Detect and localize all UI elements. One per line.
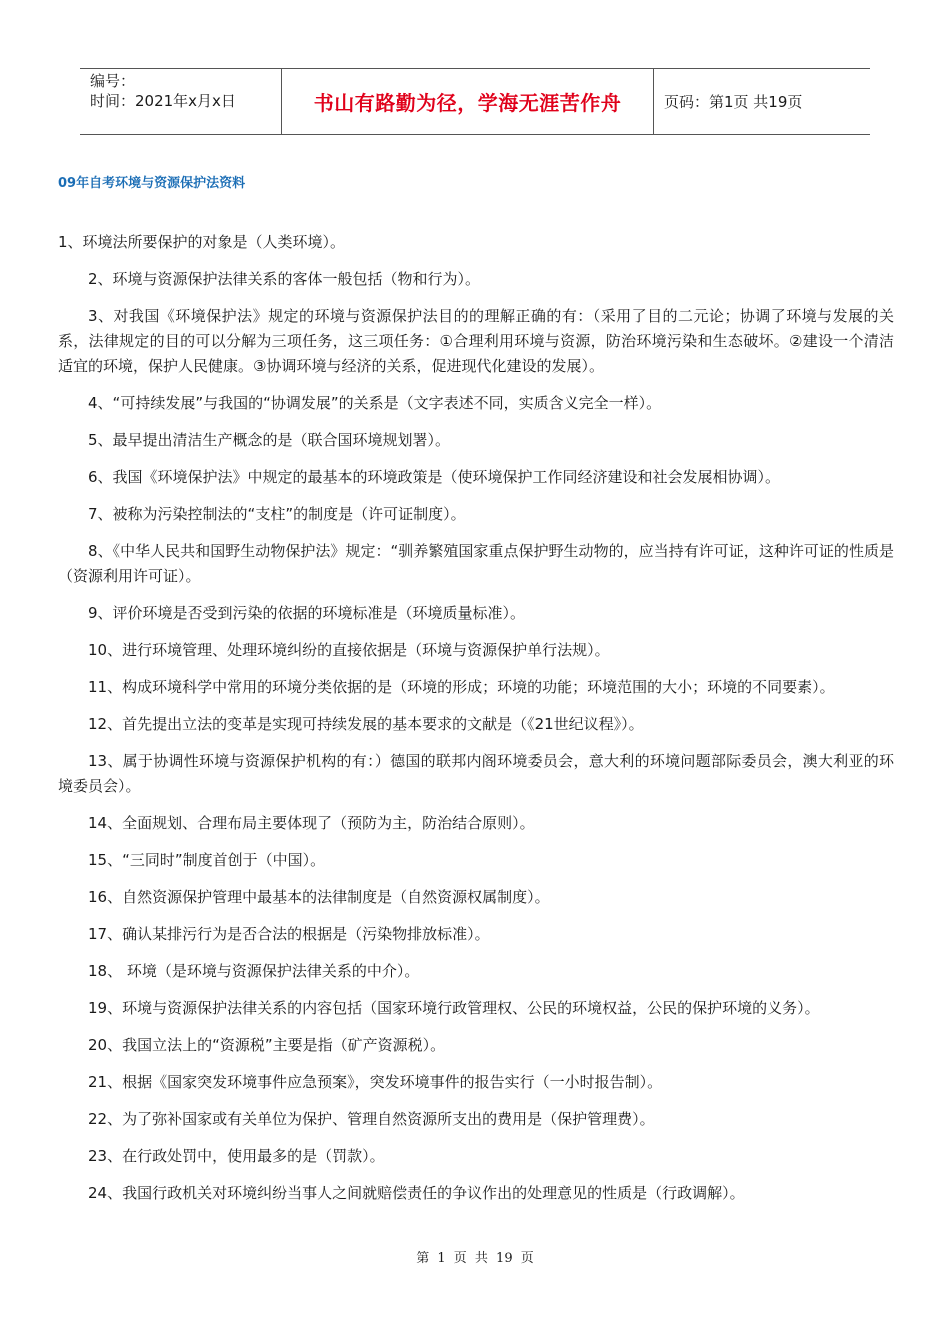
paragraph: 18、 环境（是环境与资源保护法律关系的中介）。 [88,962,420,980]
paragraph: 21、根据《国家突发环境事件应急预案》，突发环境事件的报告实行（一小时报告制）。 [88,1073,663,1091]
paragraph: 9、评价环境是否受到污染的依据的环境标准是（环境质量标准）。 [88,604,526,622]
document-body [58,230,894,1218]
document-title: 09年自考环境与资源保护法资料 [58,176,246,191]
paragraph: 5、最早提出清洁生产概念的是（联合国环境规划署）。 [88,431,451,449]
paragraph: 1、环境法所要保护的对象是（人类环境）。 [58,233,346,251]
page-footer: 第 1 页 共 19 页 [416,1251,534,1266]
motto-cell [281,69,654,134]
header-meta-cell [80,69,281,134]
paragraph: 23、在行政处罚中，使用最多的是（罚款）。 [88,1147,385,1165]
paragraph: 13、属于协调性环境与资源保护机构的有：）德国的联邦内阁环境委员会，意大利的环境问题部际委员会，澳大利亚的环境委员会）。 [58,752,894,795]
paragraph: 16、自然资源保护管理中最基本的法律制度是（自然资源权属制度）。 [88,888,550,906]
paragraph: 17、确认某排污行为是否合法的根据是（污染物排放标准）。 [88,925,490,943]
header-table [80,68,870,135]
paragraph: 19、环境与资源保护法律关系的内容包括（国家环境行政管理权、公民的环境权益，公民的保护环境的义务）。 [88,999,820,1017]
paragraph: 22、为了弥补国家或有关单位为保护、管理自然资源所支出的费用是（保护管理费）。 [88,1110,655,1128]
motto-text: 书山有路勤为径，学海无涯苦作舟 [313,91,622,115]
paragraph: 4、“可持续发展”与我国的“协调发展”的关系是（文字表述不同，实质含义完全一样）。 [88,394,662,412]
paragraph: 12、首先提出立法的变革是实现可持续发展的基本要求的文献是（《21世纪议程》）。 [88,715,644,733]
paragraph: 24、我国行政机关对环境纠纷当事人之间就赔偿责任的争议作出的处理意见的性质是（行政调解）。 [88,1184,745,1202]
paragraph: 3、对我国《环境保护法》规定的环境与资源保护法目的的理解正确的有：（采用了目的二元论；协调了环境与发展的关系，法律规定的目的可以分解为三项任务，这三项任务：①合理利用环境与资源，防治环境污染和生态破坏。②建设一个清洁适宜的环境，保护人民健康。③协调环境与经济的关系，促进现代化建设的发展）。 [58,307,894,375]
paragraph: 15、“三同时”制度首创于（中国）。 [88,851,326,869]
paragraph: 8、《中华人民共和国野生动物保护法》规定：“驯养繁殖国家重点保护野生动物的，应当持有许可证，这种许可证的性质是（资源利用许可证）。 [58,542,894,585]
paragraph: 7、被称为污染控制法的“支柱”的制度是（许可证制度）。 [88,505,466,523]
paragraph: 20、我国立法上的“资源税”主要是指（矿产资源税）。 [88,1036,446,1054]
paragraph: 14、全面规划、合理布局主要体现了（预防为主，防治结合原则）。 [88,814,535,832]
time-label: 时间：2021年x月x日 [90,92,236,110]
paragraph: 2、环境与资源保护法律关系的客体一般包括（物和行为）。 [88,270,481,288]
paragraph: 11、构成环境科学中常用的环境分类依据的是（环境的形成；环境的功能；环境范围的大小；环境的不同要素）。 [88,678,835,696]
page-info-text: 页码：第1页 共19页 [664,93,803,111]
page-info-cell [654,69,870,134]
number-label: 编号： [90,72,136,90]
paragraph: 10、进行环境管理、处理环境纠纷的直接依据是（环境与资源保护单行法规）。 [88,641,610,659]
paragraph: 6、我国《环境保护法》中规定的最基本的环境政策是（使环境保护工作同经济建设和社会发展相协调）。 [88,468,781,486]
